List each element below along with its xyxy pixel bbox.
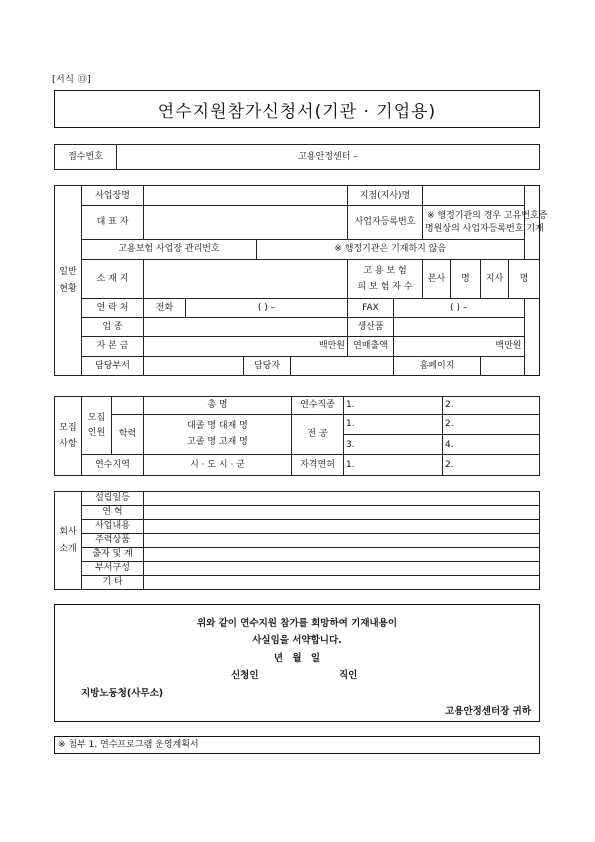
form-title: 연수지원참가신청서(기관 · 기업용)	[54, 90, 540, 128]
company-row-label: 사업내용	[82, 520, 144, 534]
declaration-line-1: 위와 같이 연수지원 참가를 희망하여 기재내용이	[196, 618, 398, 629]
branch-office-label: 지사	[481, 260, 509, 299]
sales-label: 연매출액	[348, 337, 394, 356]
product-label: 생산품	[348, 318, 394, 337]
company-row-field[interactable]	[144, 576, 540, 590]
company-name-field[interactable]	[144, 186, 348, 206]
phone-label: 전화	[144, 298, 186, 317]
license-2[interactable]: 2.	[443, 455, 540, 476]
company-row-label: 출자 및 계	[82, 548, 144, 562]
receipt-table	[54, 144, 540, 170]
hq-label: 본사	[423, 260, 451, 299]
major-3[interactable]: 3.	[344, 435, 443, 455]
job-type-1[interactable]: 1.	[344, 397, 443, 415]
attachment-note: ※ 첨부 1. 연수프로그램 운영계획서	[54, 736, 540, 754]
major-2[interactable]: 2.	[443, 414, 540, 435]
phone-field[interactable]: ( ) –	[186, 298, 348, 317]
license-1[interactable]: 1.	[344, 455, 443, 476]
receipt-value[interactable]: 고용안정센터 –	[117, 145, 540, 170]
declaration-box	[54, 604, 540, 722]
homepage-label: 홈페이지	[394, 356, 481, 375]
company-table	[54, 491, 540, 590]
company-side-label: 회사 소개	[55, 492, 82, 590]
homepage-field[interactable]	[481, 356, 525, 375]
job-type-2[interactable]: 2.	[443, 397, 540, 415]
rep-label: 대 표 자	[82, 206, 144, 239]
company-row-field[interactable]	[144, 534, 540, 548]
industry-field[interactable]	[144, 318, 348, 337]
company-row-label: 부서구성	[82, 562, 144, 576]
major-4[interactable]: 4.	[443, 435, 540, 455]
region-label: 연수지역	[82, 455, 144, 476]
sales-field[interactable]: 백만원	[394, 337, 525, 356]
branch-name-field[interactable]	[423, 186, 525, 206]
dept-label: 담당부서	[82, 356, 144, 375]
company-name-label: 사업장명	[82, 186, 144, 206]
recruit-table	[54, 396, 540, 476]
license-label: 자격면허	[292, 455, 344, 476]
job-type-label: 연수직종	[292, 397, 344, 415]
general-side-label: 일반 현황	[55, 186, 82, 376]
biz-reg-label: 사업자등록번호	[348, 206, 423, 239]
insurance-note: ※ 행정기관은 기재하지 않음	[257, 239, 525, 259]
company-row-label: 설립일등	[82, 492, 144, 506]
blank-cell	[112, 397, 144, 415]
company-row-label: 기 타	[82, 576, 144, 590]
recipient-label: 고용안정센터장 귀하	[445, 706, 531, 717]
rep-field[interactable]	[144, 206, 348, 239]
address-field[interactable]	[144, 260, 348, 299]
insurance-label: 고용보험 사업장 관리번호	[82, 239, 257, 259]
product-field[interactable]	[394, 318, 525, 337]
major-label: 전 공	[292, 414, 344, 455]
seal-label: 직인	[339, 670, 358, 681]
education-label: 학력	[112, 414, 144, 455]
company-row-field[interactable]	[144, 520, 540, 534]
declaration-date[interactable]: 년 월 일	[273, 653, 321, 664]
industry-label: 업 종	[82, 318, 144, 337]
major-1[interactable]: 1.	[344, 414, 443, 435]
hq-people-unit[interactable]: 명	[451, 260, 481, 299]
company-row-field[interactable]	[144, 548, 540, 562]
recruit-side-label: 모집 사항	[55, 397, 82, 476]
office-label: 지방노동청(사무소)	[81, 688, 164, 699]
company-row-field[interactable]	[144, 492, 540, 506]
fax-label: FAX	[348, 298, 394, 317]
insured-label: 고 용 보 험 피 보 험 자 수	[348, 260, 423, 299]
company-row-field[interactable]	[144, 506, 540, 520]
capital-field[interactable]: 백만원	[144, 337, 348, 356]
company-row-label: 주력상품	[82, 534, 144, 548]
total-people[interactable]: 총 명	[144, 397, 292, 415]
branch-name-label: 지점(지사)명	[348, 186, 423, 206]
manager-field[interactable]	[291, 356, 394, 375]
biz-reg-note: ※ 행정기관의 경우 고유번호증 명원상의 사업자등록번호 기재	[423, 206, 525, 239]
company-row-field[interactable]	[144, 562, 540, 576]
general-table	[54, 185, 548, 376]
region-value[interactable]: 시 · 도 시 · 군	[144, 455, 292, 476]
applicant-label: 신청인	[231, 670, 259, 681]
receipt-label: 접수번호	[55, 145, 117, 170]
manager-label: 담당자	[244, 356, 291, 375]
capital-label: 자 본 금	[82, 337, 144, 356]
address-label: 소 재 지	[82, 260, 144, 299]
form-number: [서식 ⑬]	[52, 75, 92, 85]
dept-field[interactable]	[144, 356, 244, 375]
branch-people-unit[interactable]: 명	[509, 260, 540, 299]
fax-field[interactable]: ( ) –	[394, 298, 525, 317]
contact-label: 연 락 처	[82, 298, 144, 317]
company-row-label: 연 혁	[82, 506, 144, 520]
education-counts[interactable]: 대졸 명 대재 명 고졸 명 고재 명	[144, 414, 292, 455]
recruit-people-label: 모집 인원	[82, 397, 112, 455]
declaration-line-2: 사실임을 서약합니다.	[252, 635, 342, 646]
